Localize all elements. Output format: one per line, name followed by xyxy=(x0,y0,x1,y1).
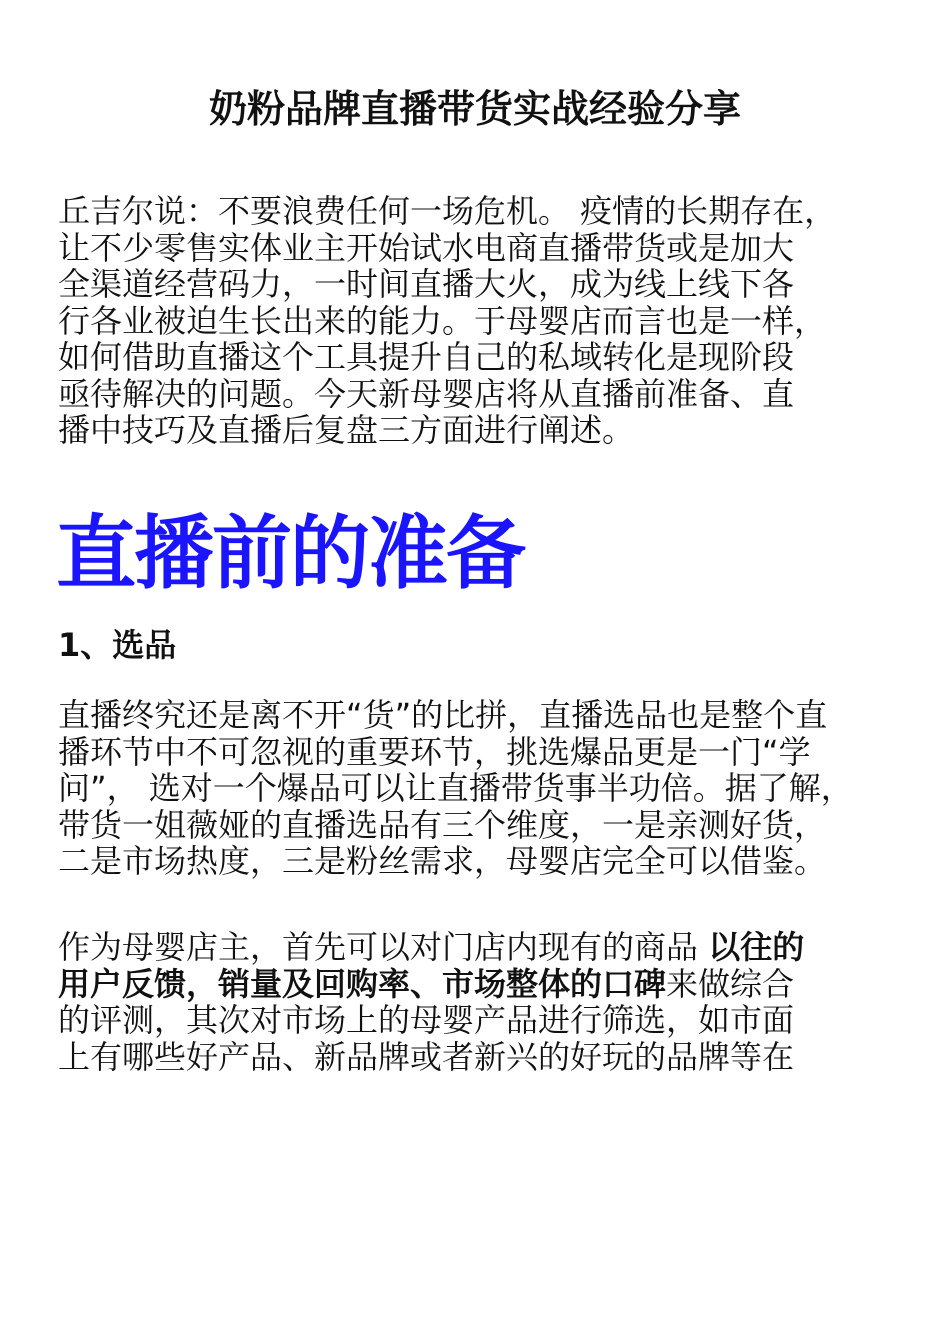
owner-line xyxy=(58,929,898,966)
intro-line: 全渠道经营码力，一时间直播大火，成为线上线下各 xyxy=(58,265,795,303)
section-heading: 直播前的准备 xyxy=(56,507,524,600)
owner-line xyxy=(58,966,898,1003)
selection-line: 带货一姐薇娅的直播选品有三个维度，一是亲测好货， xyxy=(58,805,827,844)
intro-line: 行各业被迫生长出来的能力。于母婴店而言也是一样， xyxy=(58,301,827,340)
emphasis-text: 用户反馈，销量及回购率、市场整体的口碑 xyxy=(58,964,667,1003)
selection-line: 二是市场热度，三是粉丝需求，母婴店完全可以借鉴。 xyxy=(58,842,827,880)
selection-line: 播环节中不可忽视的重要环节，挑选爆品更是一门“学 xyxy=(58,732,811,771)
store-owner-paragraph xyxy=(58,929,898,1075)
selection-line: 直播终究还是离不开“货”的比拼，直播选品也是整个直 xyxy=(58,696,828,734)
intro-line: 让不少零售实体业主开始试水电商直播带货或是加大 xyxy=(58,228,795,267)
subsection-heading: 1、选品 xyxy=(58,626,177,664)
owner-line: 上有哪些好产品、新品牌或者新兴的好玩的品牌等在 xyxy=(58,1037,795,1076)
owner-line-text: 作为母婴店主，首先可以对门店内现有的商品 xyxy=(58,928,709,966)
intro-line: 播中技巧及直播后复盘三方面进行阐述。 xyxy=(58,411,635,449)
intro-line: 如何借助直播这个工具提升自己的私域转化是现阶段 xyxy=(58,338,795,376)
intro-line: 丘吉尔说：不要浪费任何一场危机。 疫情的长期存在， xyxy=(58,192,837,230)
intro-paragraph xyxy=(58,193,898,449)
intro-line: 亟待解决的问题。今天新母婴店将从直播前准备、直 xyxy=(58,374,795,413)
selection-line: 问”， 选对一个爆品可以让直播带货事半功倍。据了解， xyxy=(58,769,853,807)
selection-paragraph xyxy=(58,697,898,880)
owner-line: 的评测，其次对市场上的母婴产品进行筛选，如市面 xyxy=(58,1001,795,1039)
emphasis-text: 以往的 xyxy=(708,928,805,966)
document-title: 奶粉品牌直播带货实战经验分享 xyxy=(208,87,741,131)
owner-line-text: 来做综合 xyxy=(666,964,795,1003)
